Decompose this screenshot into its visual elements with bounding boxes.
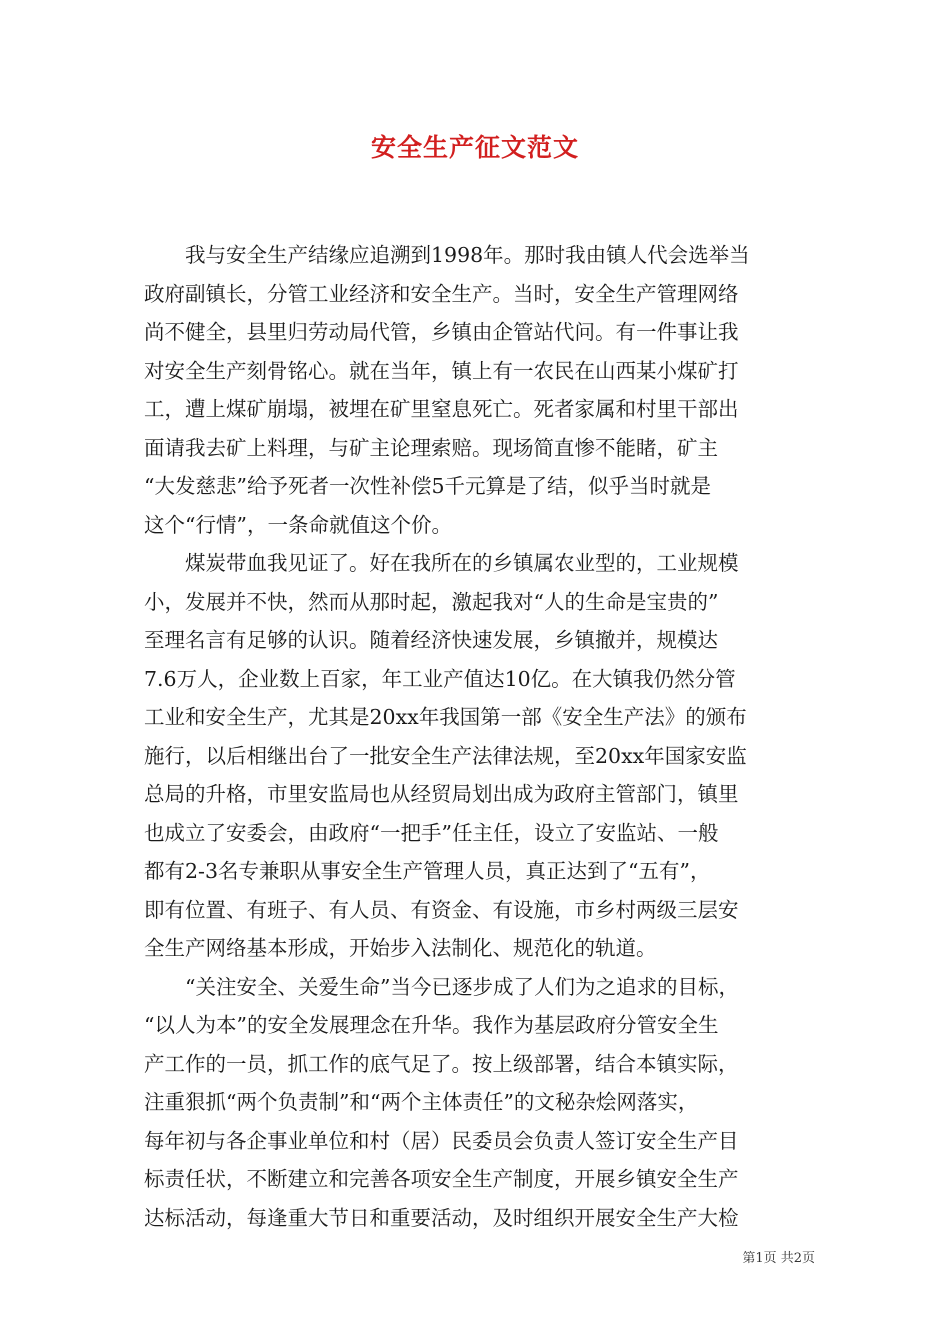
text-line: 都有2-3名专兼职从事安全生产管理人员，真正达到了“五有”， — [144, 859, 711, 883]
document-body — [144, 236, 814, 1237]
text-line: 达标活动，每逢重大节日和重要活动，及时组织开展安全生产大检 — [144, 1205, 739, 1230]
text-line: “关注安全、关爱生命”当今已逐步成了人们为之追求的目标， — [144, 974, 739, 999]
document-title: 安全生产征文范文 — [370, 133, 579, 162]
text-line: 至理名言有足够的认识。随着经济快速发展，乡镇撤并，规模达 — [144, 628, 718, 652]
text-line: 产工作的一员，抓工作的底气足了。按上级部署，结合本镇实际， — [144, 1051, 739, 1076]
text-line: 7.6万人，企业数上百家，年工业产值达10亿。在大镇我仍然分管 — [144, 666, 736, 691]
text-line: 面请我去矿上料理，与矿主论理索赔。现场简直惨不能睹，矿主 — [144, 435, 718, 460]
text-line: 全生产网络基本形成，开始步入法制化、规范化的轨道。 — [144, 936, 657, 960]
text-line: 施行，以后相继出台了一批安全生产法律法规，至20xx年国家安监 — [144, 743, 747, 768]
text-line: 煤炭带血我见证了。好在我所在的乡镇属农业型的，工业规模 — [144, 551, 739, 575]
text-line: 每年初与各企事业单位和村（居）民委员会负责人签订安全生产目 — [144, 1128, 739, 1153]
text-line: 小，发展并不快，然而从那时起，激起我对“人的生命是宝贵的” — [144, 589, 719, 614]
text-line: 这个“行情”，一条命就值这个价。 — [144, 512, 452, 537]
page-number: 第1页 共2页 — [742, 1251, 815, 1266]
text-line: 工业和安全生产，尤其是20xx年我国第一部《安全生产法》的颁布 — [144, 705, 747, 729]
text-line: 注重狠抓“两个负责制”和“两个主体责任”的文秘杂烩网落实， — [144, 1090, 699, 1114]
text-line: “大发慈悲”给予死者一次性补偿5千元算是了结，似乎当时就是 — [144, 474, 712, 498]
text-line: 工，遭上煤矿崩塌，被埋在矿里窒息死亡。死者家属和村里干部出 — [144, 397, 739, 421]
text-line: 对安全生产刻骨铭心。就在当年，镇上有一农民在山西某小煤矿打 — [144, 358, 739, 383]
text-line: 标责任状，不断建立和完善各项安全生产制度，开展乡镇安全生产 — [144, 1167, 739, 1191]
text-line: 也成立了安委会，由政府“一把手”任主任，设立了安监站、一般 — [144, 820, 719, 845]
text-line: 尚不健全，县里归劳动局代管，乡镇由企管站代问。有一件事让我 — [144, 320, 739, 344]
text-line: 即有位置、有班子、有人员、有资金、有设施，市乡村两级三层安 — [144, 897, 739, 922]
text-line: “以人为本”的安全发展理念在升华。我作为基层政府分管安全生 — [144, 1013, 719, 1037]
text-line: 总局的升格，市里安监局也从经贸局划出成为政府主管部门，镇里 — [144, 782, 739, 806]
text-line: 政府副镇长，分管工业经济和安全生产。当时，安全生产管理网络 — [144, 281, 739, 306]
text-line: 我与安全生产结缘应追溯到1998年。那时我由镇人代会选举当 — [144, 243, 750, 267]
